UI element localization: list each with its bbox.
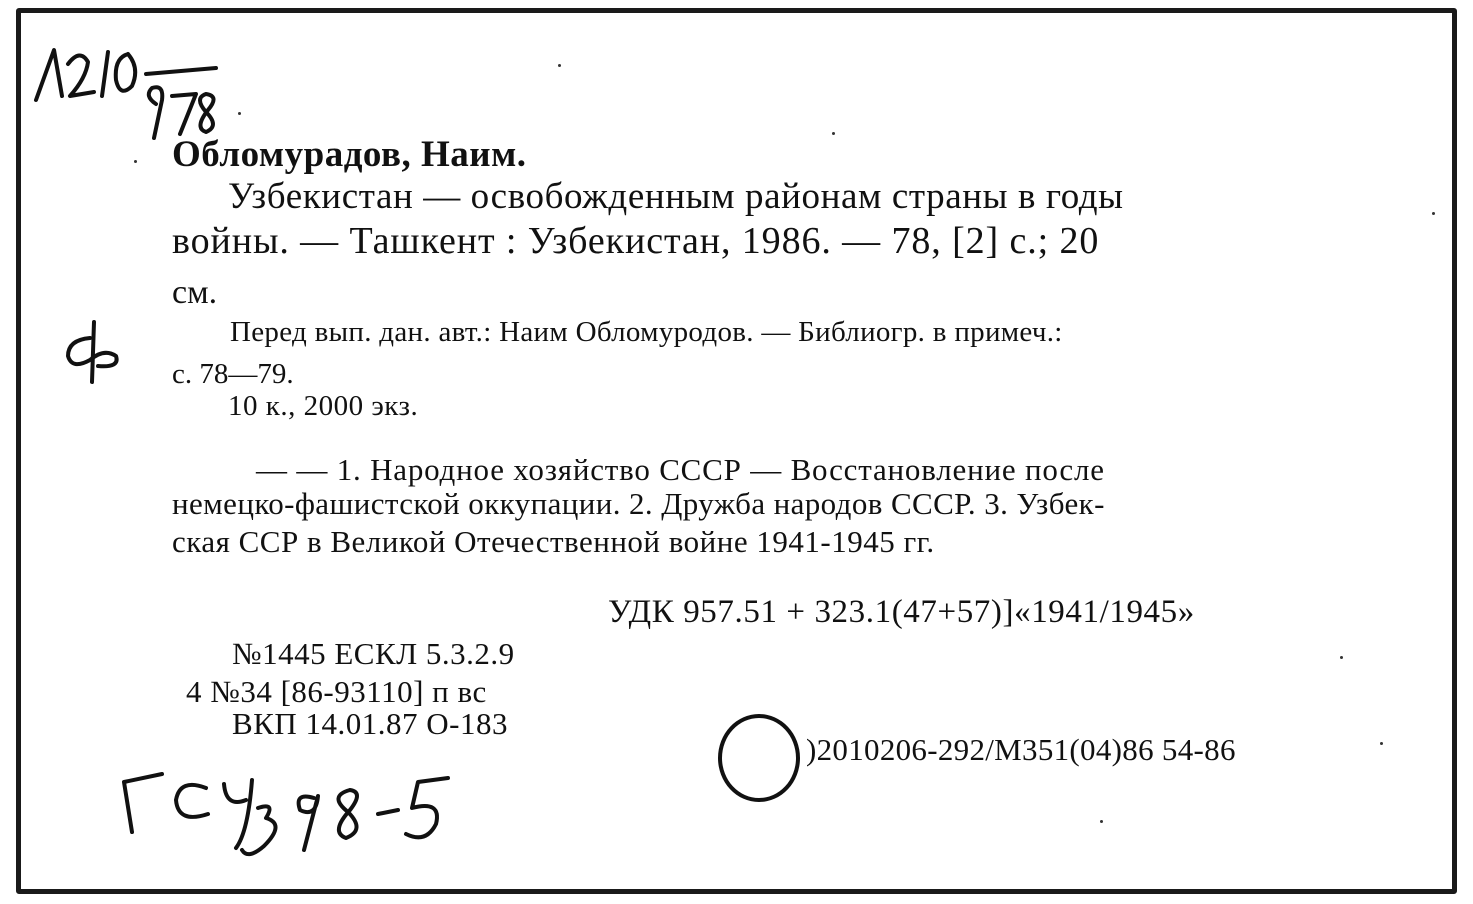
subjects-line-1: — — 1. Народное хозяйство СССР — Восстановление после <box>256 452 1105 487</box>
note-line-1: Перед вып. дан. авт.: Наим Обломуродов. — Библиогр. в примеч.: <box>230 316 1063 348</box>
service-line-1: №1445 ЕСКЛ 5.3.2.9 <box>232 636 515 671</box>
title-line-3: см. <box>172 274 218 311</box>
handwritten-shelf-mark <box>118 752 478 872</box>
isbn-code: )2010206-292/М351(04)86 54-86 <box>806 732 1236 767</box>
author-heading: Обломурадов, Наим. <box>172 134 527 175</box>
handwritten-side-mark <box>58 316 128 386</box>
note-line-2: с. 78—79. <box>172 358 294 390</box>
subjects-line-2: немецко-фашистской оккупации. 2. Дружба народов СССР. 3. Узбек- <box>172 486 1105 521</box>
price-line: 10 к., 2000 экз. <box>228 390 419 422</box>
service-line-3: ВКП 14.01.87 О-183 <box>232 706 508 741</box>
title-line-1: Узбекистан — освобожденным районам страны в годы <box>228 176 1124 217</box>
service-line-2: 4 №34 [86-93110] п вс <box>186 674 487 709</box>
circle-mark <box>718 714 800 802</box>
udc-line: УДК 957.51 + 323.1(47+57)]«1941/1945» <box>608 594 1195 630</box>
handwritten-call-number <box>28 38 238 148</box>
subjects-line-3: ская ССР в Великой Отечественной войне 1941-1945 гг. <box>172 524 935 559</box>
title-line-2: войны. — Ташкент : Узбекистан, 1986. — 78, [2] с.; 20 <box>172 220 1100 262</box>
